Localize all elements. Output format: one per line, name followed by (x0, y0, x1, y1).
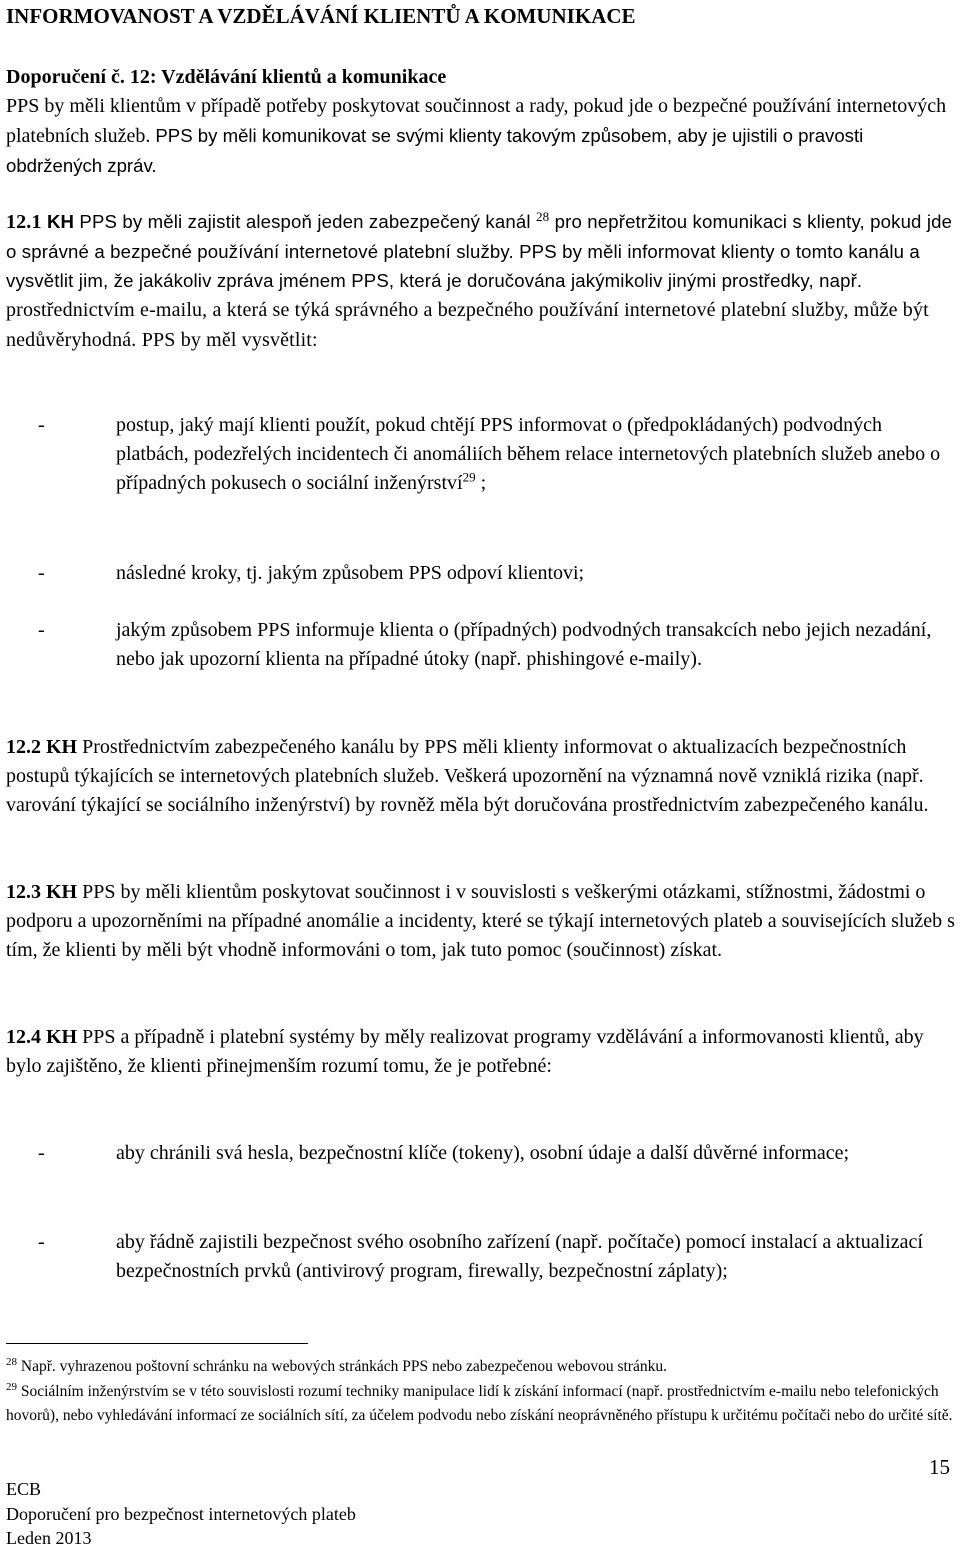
list-item-text: aby řádně zajistili bezpečnost svého osobního zařízení (např. počítače) pomocí instalací a aktualizací bezpečnostních prvků (antivirový program, firewally, bezpečnostní záplaty); (116, 1231, 923, 1282)
section-12-1 (6, 207, 956, 355)
section-12-3-text: PPS by měli klientům poskytovat součinnost i v souvislosti s veškerými otázkami, stížnostmi, žádostmi o podporu a upozorněními na případné anomálie a incidenty, které se týkají internetových plateb a souvisejících služeb s tím, že klienti by měli být vhodně informováni o tom, jak tuto pomoc (součinnost) získat. (6, 881, 955, 961)
footnote-ref-28: 28 (535, 208, 550, 224)
section-12-1-text-c: PPS by měli informovat klienty o tomto kanálu a vysvětlit jim, že jakákoliv zpráva jménem PPS, která je doručována jakýmikoliv jinými prostředky, např. (6, 241, 920, 291)
section-12-2-number: 12.2 (6, 736, 41, 758)
recommendation-intro-communication: PPS by měli komunikovat se svými klienty takovým způsobem, aby je ujistili o pravosti obdržených zpráv. (6, 125, 864, 176)
list-item-body: postup, jaký mají klienti použít, pokud chtějí PPS informovat o (předpokládaných) podvodných platbách, podezřelých incidentech či anomáliích během relace internetových platebních služeb anebo o případných pokusech o sociální inženýrství (116, 414, 941, 494)
footnote-text: Sociálním inženýrstvím se v této souvislosti rozumí techniky manipulace lidí k získání informací (např. prostřednictvím e-mailu nebo telefonických hovorů), nebo vyhledávání informací ze sociálních sítí, za účelem podvodu nebo získání neoprávněného přístupu k určitému počítači nebo do určité sítě. (6, 1383, 953, 1424)
section-12-1-text-a: PPS by měli zajistit alespoň jeden zabezpečený kanál (79, 211, 531, 232)
section-12-1-kh: KH (46, 211, 75, 232)
list-item-text (116, 411, 956, 498)
section-12-4-kh: KH (46, 1026, 78, 1048)
section-12-4-text: PPS a případně i platební systémy by měly realizovat programy vzdělávání a informovanosti klientů, aby bylo zajištěno, že klienti přinejmenším rozumí tomu, že je potřebné: (6, 1026, 924, 1077)
section-12-1-text-b: pro nepřetržitou komunikaci s klienty, pokud jde o správné a bezpečné používání internetové platební služby. (6, 211, 953, 262)
section-12-3-number: 12.3 (6, 881, 41, 903)
section-12-2-text: Prostřednictvím zabezpečeného kanálu by PPS měli klienty informovat o aktualizacích bezpečnostních postupů týkajících se internetových platebních služeb. Veškerá upozornění na významná nově vzniklá rizika (např. varování týkající se sociálního inženýrství) by rovněž měla být doručována prostřednictvím zabezpečeného kanálu. (6, 736, 929, 816)
recommendation-title: Doporučení č. 12: Vzdělávání klientů a komunikace (6, 66, 447, 88)
footer-org: ECB (6, 1479, 42, 1499)
list-dash: - (38, 619, 45, 641)
recommendation-intro: PPS by měli klientům v případě potřeby poskytovat součinnost a rady, pokud jde o bezpečné používání internetových platebních služeb. (6, 95, 947, 147)
list-dash: - (38, 1142, 45, 1164)
list-dash: - (38, 1231, 45, 1253)
section-12-4 (6, 1023, 956, 1081)
footnote-28 (6, 1355, 956, 1379)
list-dash: - (38, 562, 45, 584)
footer-doc: Doporučení pro bezpečnost internetových plateb (6, 1504, 356, 1524)
section-12-2 (6, 733, 956, 820)
section-heading: INFORMOVANOST A VZDĚLÁVÁNÍ KLIENTŮ A KOMUNIKACE (6, 4, 636, 28)
section-12-3 (6, 878, 956, 965)
section-12-2-kh: KH (46, 736, 78, 758)
section-12-1-text-e: PPS by měl vysvětlit: (141, 329, 318, 351)
section-12-4-number: 12.4 (6, 1026, 41, 1048)
footnote-number: 28 (6, 1355, 17, 1368)
section-12-3-kh: KH (46, 881, 78, 903)
page-number: 15 (929, 1455, 950, 1479)
list-item-text: jakým způsobem PPS informuje klienta o (případných) podvodných transakcích nebo jejich nezadání, nebo jak upozorní klienta na případné útoky (např. phishingové e-maily). (116, 619, 932, 670)
list-dash: - (38, 414, 45, 436)
section-12-1-text-d: prostřednictvím e-mailu, a která se týká správného a bezpečného používání internetové platební služby, může být nedůvěryhodná. (6, 299, 929, 351)
footnote-ref-29: 29 (462, 469, 476, 485)
footnote-number: 29 (6, 1380, 17, 1393)
footer-date: Leden 2013 (6, 1528, 92, 1548)
footnote-29 (6, 1380, 956, 1428)
list-item-text: aby chránili svá hesla, bezpečnostní klíče (tokeny), osobní údaje a další důvěrné informace; (116, 1142, 850, 1164)
recommendation-block (6, 63, 956, 181)
list-item-text: následné kroky, tj. jakým způsobem PPS odpoví klientovi; (116, 562, 585, 584)
footnote-text: Např. vyhrazenou poštovní schránku na webových stránkách PPS nebo zabezpečenou webovou stránku. (20, 1358, 667, 1375)
section-12-1-number: 12.1 (6, 211, 42, 233)
footnote-separator (6, 1343, 308, 1344)
list-item-tail: ; (480, 472, 487, 494)
